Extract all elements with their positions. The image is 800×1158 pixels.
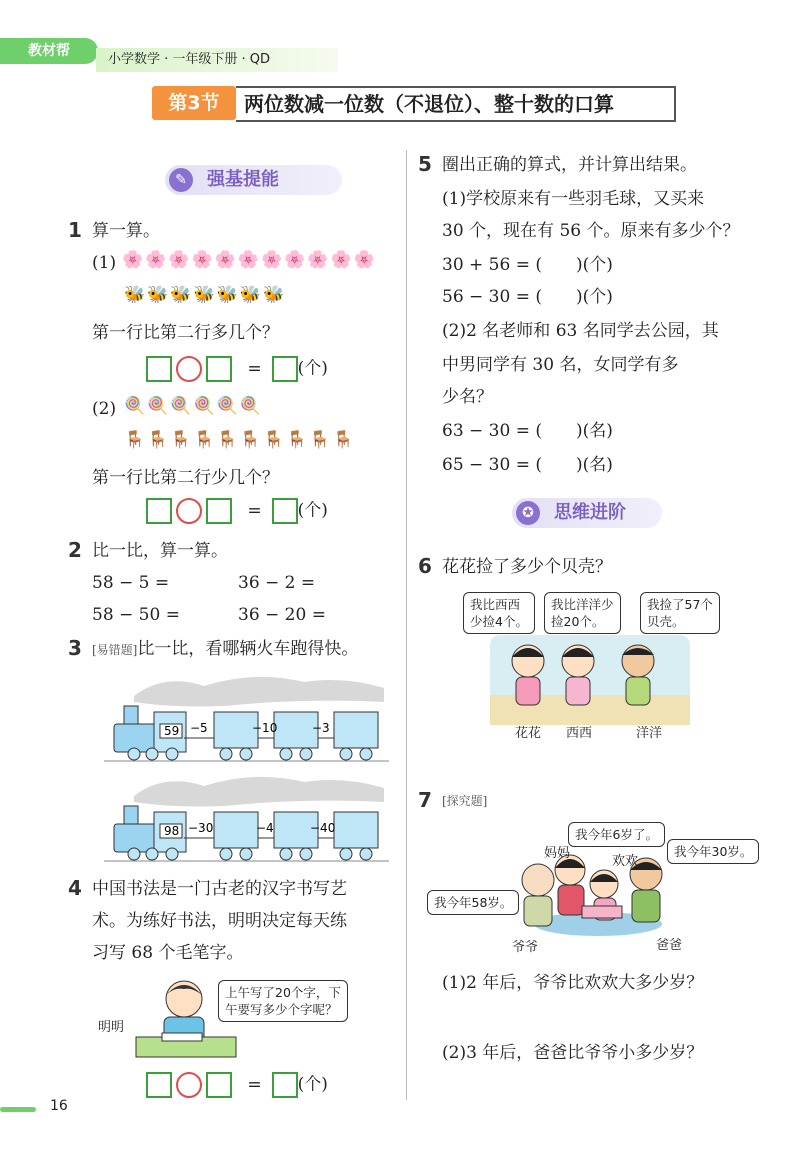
bubble-line: 我比洋洋少: [551, 597, 614, 612]
q1-p2-label: (2): [92, 399, 117, 419]
chairs-row: 🪑🪑🪑🪑🪑🪑🪑🪑🪑🪑: [124, 430, 356, 450]
q5-p2-eq[interactable]: 65 − 30 = ( )(名): [442, 455, 613, 475]
lollipops-row: 🍭🍭🍭🍭🍭🍭: [124, 396, 264, 416]
q5-p2-line: 中男同学有 30 名，女同学有多: [442, 355, 679, 375]
unit-label: (个): [297, 500, 328, 521]
q1-number: 1: [68, 218, 82, 242]
q2-expr: 58 − 50 =: [92, 605, 180, 625]
train-1-op: −10: [252, 721, 278, 735]
answer-box[interactable]: [146, 498, 172, 524]
q7-tag: [探究题]: [442, 794, 488, 808]
cake: [582, 906, 622, 918]
q6-number: 6: [418, 554, 432, 578]
smoke: [134, 677, 384, 707]
q7-number: 7: [418, 788, 432, 812]
q3-title: [92, 638, 358, 661]
q5-number: 5: [418, 152, 432, 176]
name-huahua: 花花: [515, 726, 542, 741]
banner-advanced: [512, 498, 662, 528]
equals-sign: =: [247, 358, 262, 379]
q5-p1-line: 30 个，现在有 56 个。原来有多少个？: [442, 221, 740, 241]
name-mama: 妈妈: [544, 846, 571, 861]
q7-bubble-huanhuan: 我今年6岁了。: [568, 822, 665, 847]
q6-illustration: [490, 625, 690, 725]
q3-tag: [易错题]: [92, 643, 138, 657]
column-divider: [406, 150, 407, 1100]
book-title: 小学数学 · 一年级下册 · QD: [96, 48, 338, 72]
train-2-op: −40: [310, 821, 336, 835]
q5-p1-eq[interactable]: 56 − 30 = ( )(个): [442, 287, 613, 307]
banner-basic-label: 强基提能: [207, 169, 279, 190]
q1-p1-label: (1): [92, 253, 117, 273]
q6-bubble-huahua: [463, 592, 535, 634]
q6-title: 花花捡了多少个贝壳？: [442, 557, 612, 577]
train-2-op: −4: [256, 821, 274, 835]
bubble-line: 我捡了57个: [647, 597, 713, 612]
q4-line: 术。为练好书法，明明决定每天练: [92, 911, 347, 931]
train-2: [104, 806, 389, 861]
q7-illustration: [508, 840, 678, 940]
answer-box[interactable]: [206, 1072, 232, 1098]
mother: [555, 855, 585, 915]
bees-row: 🐝🐝🐝🐝🐝🐝🐝: [124, 285, 287, 305]
page-number: 16: [50, 1098, 68, 1114]
operator-circle[interactable]: [176, 1072, 202, 1098]
answer-box[interactable]: [206, 498, 232, 524]
q2-number: 2: [68, 538, 82, 562]
unit-label: (个): [297, 358, 328, 379]
banner-basic: [165, 165, 342, 195]
equals-sign: =: [247, 500, 262, 521]
medal-icon: ✪: [516, 501, 540, 525]
q3-text: 比一比，看哪辆火车跑得快。: [137, 639, 359, 659]
bubble-line: 少捡4个。: [470, 614, 528, 629]
q2-expr: 36 − 2 =: [238, 573, 316, 593]
operator-circle[interactable]: [176, 356, 202, 382]
equals-sign: =: [247, 1074, 262, 1095]
answer-box[interactable]: [272, 498, 298, 524]
mingming-name: 明明: [98, 1020, 125, 1035]
unit-label: (个): [297, 1074, 328, 1095]
q5-p1-eq[interactable]: 30 + 56 = ( )(个): [442, 255, 613, 275]
bubble-line: 午要写多少个字呢？: [225, 1002, 338, 1017]
name-yangyang: 洋洋: [636, 726, 663, 741]
grandpa: [522, 864, 554, 926]
q1-p1-answer: [146, 356, 328, 382]
name-huanhuan: 欢欢: [612, 854, 639, 869]
section-title: 两位数减一位数（不退位）、整十数的口算: [236, 86, 676, 122]
q5-p1-line: (1)学校原来有一些羽毛球，又买来: [442, 189, 705, 209]
train-1: [104, 706, 389, 761]
name-baba: 爸爸: [656, 938, 683, 953]
train-1-op: −3: [312, 721, 330, 735]
q7-bubble-baba: 我今年30岁。: [667, 839, 759, 864]
q7-sub1: (1)2 年后，爷爷比欢欢大多少岁？: [442, 973, 704, 993]
q1-title: 算一算。: [92, 221, 160, 241]
q7-bubble-yeye: 我今年58岁。: [427, 890, 519, 915]
q2-title: 比一比，算一算。: [92, 541, 228, 561]
q5-p2-line: (2)2 名老师和 63 名同学去公园，其: [442, 321, 719, 341]
header-tag: 教材帮: [0, 38, 98, 64]
name-xixi: 西西: [566, 726, 593, 741]
train-1-op: −5: [190, 721, 208, 735]
q4-number: 4: [68, 876, 82, 900]
answer-box[interactable]: [146, 356, 172, 382]
banner-advanced-label: 思维进阶: [554, 502, 626, 523]
q4-line: 中国书法是一门古老的汉字书写艺: [92, 879, 347, 899]
q6-bubble-yangyang: [640, 592, 720, 634]
q1-p2-answer: [146, 498, 328, 524]
train-1-start: 59: [164, 724, 180, 738]
q5-title: 圈出正确的算式，并计算出结果。: [442, 155, 697, 175]
q6-bubble-xixi: [544, 592, 621, 634]
operator-circle[interactable]: [176, 498, 202, 524]
bubble-line: 贝壳。: [647, 614, 685, 629]
q3-number: 3: [68, 636, 82, 660]
q1-p1-question: 第一行比第二行多几个？: [92, 323, 279, 343]
answer-box[interactable]: [272, 1072, 298, 1098]
train-2-op: −30: [188, 821, 214, 835]
bubble-line: 上午写了20个字，下: [225, 985, 341, 1000]
q1-p2-question: 第一行比第二行少几个？: [92, 468, 279, 488]
trains-illustration: [104, 668, 394, 868]
q5-p2-eq[interactable]: 63 − 30 = ( )(名): [442, 421, 613, 441]
bubble-line: 捡20个。: [551, 614, 605, 629]
q2-expr: 36 − 20 =: [238, 605, 326, 625]
q7-sub2: (2)3 年后，爸爸比爷爷小多少岁？: [442, 1043, 704, 1063]
q4-line: 习写 68 个毛笔字。: [92, 943, 244, 963]
q2-expr: 58 − 5 =: [92, 573, 170, 593]
bubble-line: 我比西西: [470, 597, 521, 612]
q4-answer: [146, 1072, 328, 1098]
pencil-icon: ✎: [169, 168, 193, 192]
name-yeye: 爷爷: [512, 940, 539, 955]
footer-bar: [0, 1107, 36, 1112]
q4-bubble: [218, 980, 348, 1022]
smoke: [134, 777, 384, 807]
answer-box[interactable]: [206, 356, 232, 382]
flowers-row: 🌸🌸🌸🌸🌸🌸🌸🌸🌸🌸🌸: [122, 250, 377, 270]
answer-box[interactable]: [146, 1072, 172, 1098]
answer-box[interactable]: [272, 356, 298, 382]
train-2-start: 98: [164, 824, 180, 838]
q5-p2-line: 少名？: [442, 387, 493, 407]
section-number: 第3节: [152, 86, 236, 120]
